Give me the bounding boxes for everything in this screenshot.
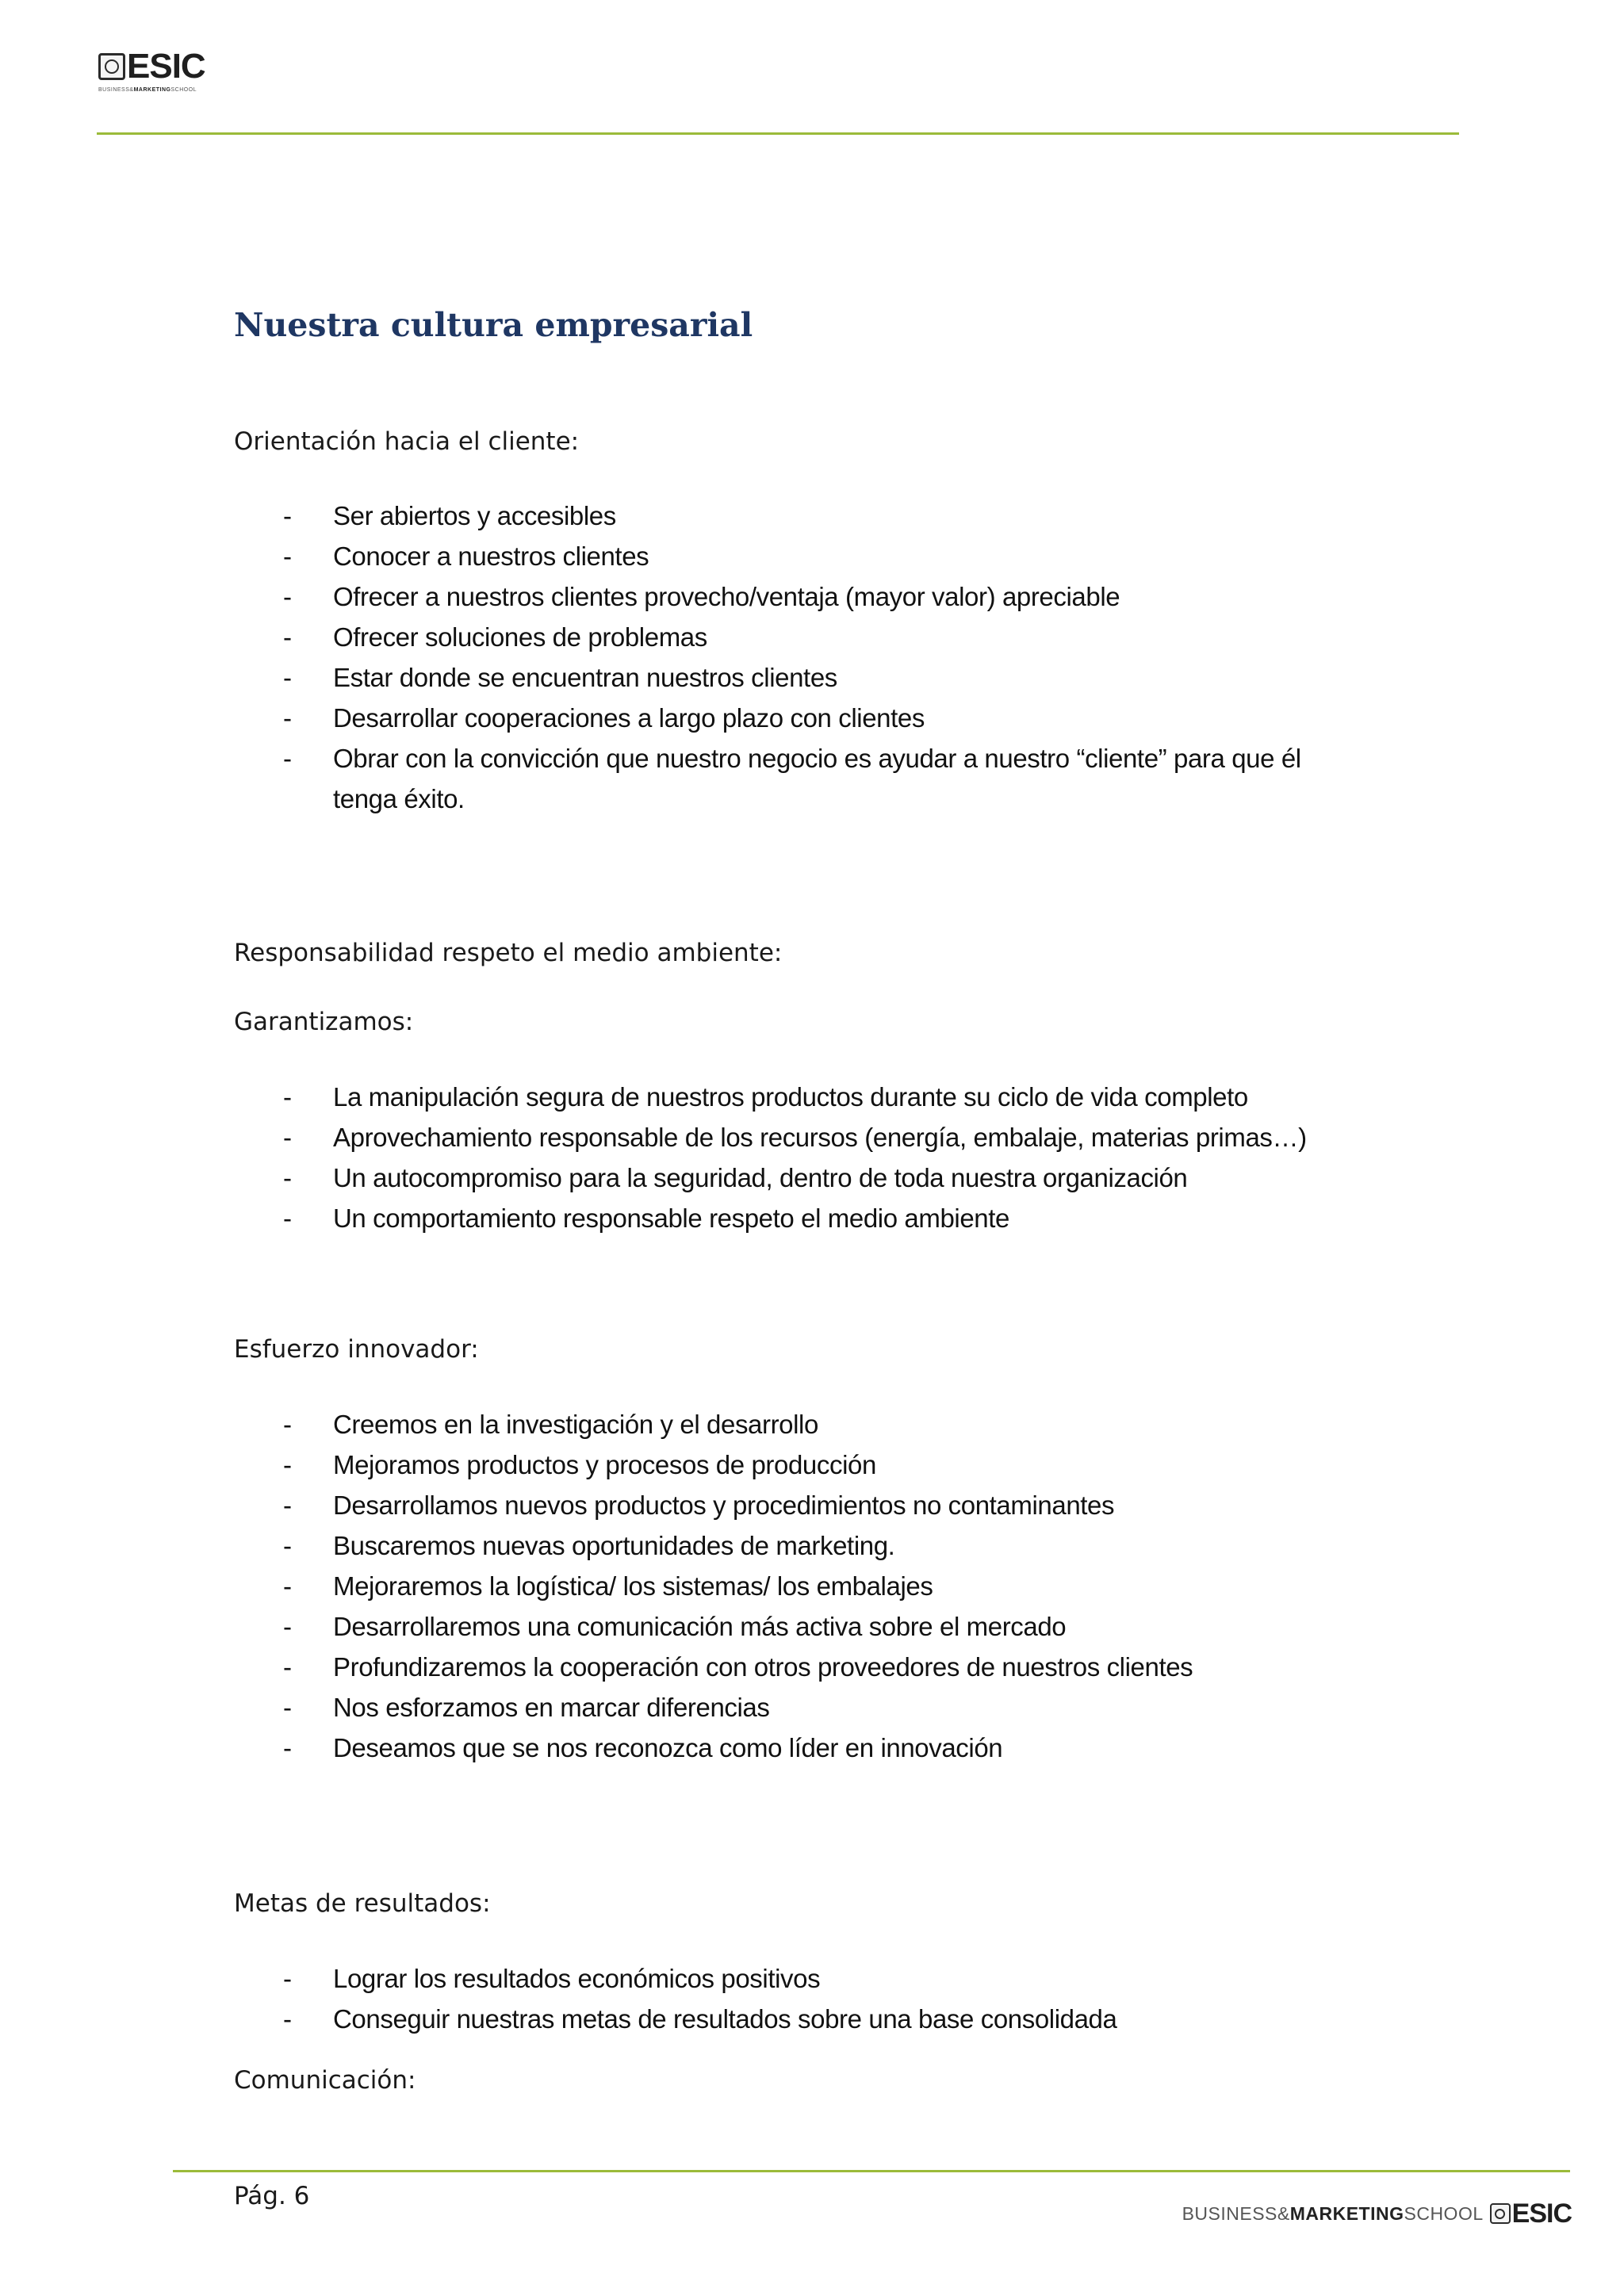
- list-item: - Profundizaremos la cooperación con otros proveedores de nuestros clientes: [283, 1652, 1193, 1682]
- header-divider: [97, 132, 1459, 135]
- list-item: - Buscaremos nuevas oportunidades de marketing.: [283, 1531, 895, 1560]
- list-item: - Un comportamiento responsable respeto el medio ambiente: [283, 1203, 1009, 1233]
- list-medio-ambiente: [234, 1077, 1392, 1238]
- list-innovador: [234, 1404, 1392, 1768]
- main-content: [234, 301, 1392, 2095]
- footer-brand: [1182, 2200, 1572, 2227]
- section-label-comunicacion: Comunicación:: [234, 2066, 416, 2095]
- esic-emblem-icon: [1490, 2203, 1511, 2224]
- list-item: - Obrar con la convicción que nuestro negocio es ayudar a nuestro “cliente” para que él tenga éxito.: [283, 744, 1301, 813]
- list-item: - Aprovechamiento responsable de los recursos (energía, embalaje, materias primas…): [283, 1123, 1307, 1152]
- list-item: - Deseamos que se nos reconozca como líder en innovación: [283, 1733, 1003, 1762]
- list-item: - Desarrollaremos una comunicación más activa sobre el mercado: [283, 1612, 1067, 1641]
- list-item: - Creemos en la investigación y el desarrollo: [283, 1410, 818, 1439]
- list-item: - Ofrecer soluciones de problemas: [283, 622, 707, 652]
- list-item: - Mejoramos productos y procesos de producción: [283, 1450, 876, 1479]
- list-item: - Desarrollamos nuevos productos y procedimientos no contaminantes: [283, 1490, 1115, 1520]
- list-cliente: [234, 496, 1392, 819]
- footer-divider: [173, 2170, 1570, 2172]
- footer-brand-text: BUSINESS&MARKETINGSCHOOL: [1182, 2202, 1484, 2224]
- list-item: - Lograr los resultados económicos positivos: [283, 1964, 821, 1993]
- section-label-innovador: Esfuerzo innovador:: [234, 1335, 479, 1364]
- section-label-resultados: Metas de resultados:: [234, 1889, 491, 1918]
- logo-text: ESIC: [127, 47, 205, 86]
- list-item: - Conocer a nuestros clientes: [283, 541, 649, 571]
- section-label-cliente: Orientación hacia el cliente:: [234, 427, 580, 456]
- esic-emblem-icon: [98, 53, 125, 80]
- list-item: - Mejoraremos la logística/ los sistemas/ los embalajes: [283, 1571, 933, 1601]
- list-item: - Un autocompromiso para la seguridad, dentro de toda nuestra organización: [283, 1163, 1188, 1192]
- logo-subtitle: BUSINESS&MARKETINGSCHOOL: [98, 87, 197, 93]
- page-title: Nuestra cultura empresarial: [234, 306, 753, 344]
- list-item: - Estar donde se encuentran nuestros clientes: [283, 663, 837, 692]
- list-item: - Conseguir nuestras metas de resultados sobre una base consolidada: [283, 2004, 1117, 2034]
- section-label-medio-ambiente: Responsabilidad respeto el medio ambiente:: [234, 939, 783, 967]
- list-resultados: [234, 1958, 1392, 2039]
- esic-logo-footer: [1490, 2200, 1572, 2227]
- list-item: - Nos esforzamos en marcar diferencias: [283, 1693, 770, 1722]
- list-item: - Ofrecer a nuestros clientes provecho/ventaja (mayor valor) apreciable: [283, 582, 1120, 611]
- section-sublabel-garantizamos: Garantizamos:: [234, 1008, 414, 1036]
- footer-logo-text: ESIC: [1511, 2198, 1572, 2229]
- esic-logo-header: [98, 49, 257, 105]
- list-item: - La manipulación segura de nuestros productos durante su ciclo de vida completo: [283, 1082, 1248, 1112]
- list-item: - Desarrollar cooperaciones a largo plazo con clientes: [283, 703, 925, 733]
- page-number: Pág. 6: [234, 2182, 310, 2210]
- list-item: - Ser abiertos y accesibles: [283, 501, 616, 530]
